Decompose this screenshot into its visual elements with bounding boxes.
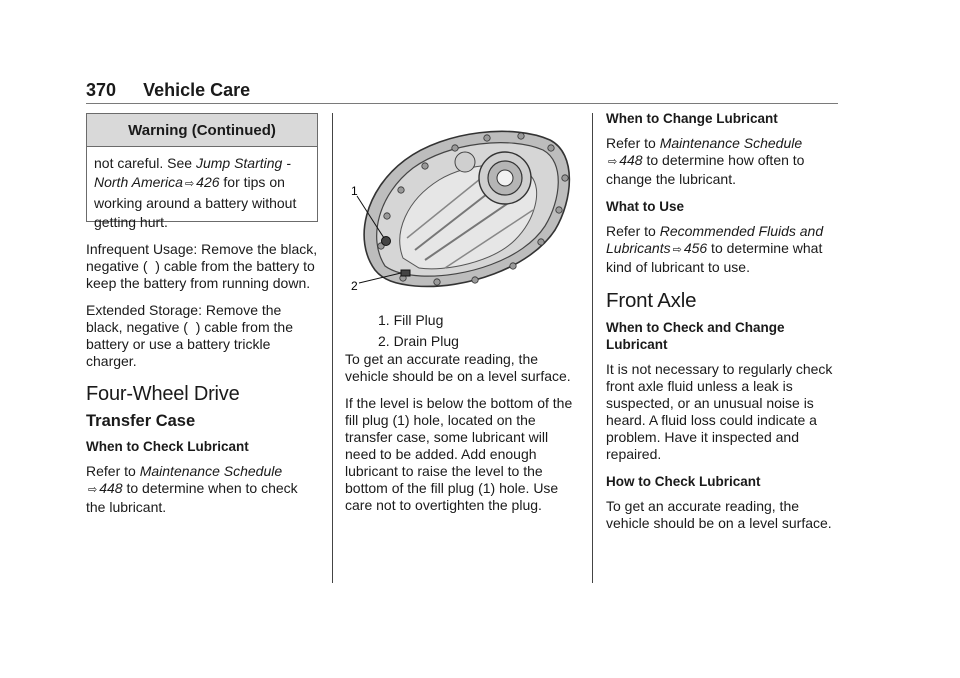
warning-ref-title-1: Jump Starting - [195,155,291,171]
recommended-fluids-ref: Recommended Fluids and Lubricants [606,223,824,256]
warning-title: Warning (Continued) [87,114,317,147]
refer-text: Refer to [606,223,660,239]
what-to-use-heading: What to Use [606,199,685,214]
column-divider-left [332,113,333,583]
maintenance-schedule-ref: Maintenance Schedule [659,135,803,151]
change-lubricant-paragraph [606,135,842,188]
fill-plug-paragraph: If the level is below the bottom of the fill plug (1) hole, located on the transfer case, some lubricant will need to be added. Add enough lubricant to raise the level to the bottom of the fill plug (1) hole. Use care not to overtighten the plug. [345,395,573,513]
page-reference-arrow-icon: ⇨ [184,178,195,190]
warning-body [87,147,317,232]
refer-text: Refer to [86,463,140,479]
accurate-reading-paragraph: To get an accurate reading, the vehicle should be on a level surface. [345,351,571,384]
extended-storage-paragraph: Extended Storage: Remove the black, negative ( ) cable from the battery or use a battery trickle charger. [86,302,293,369]
warning-text-post: for tips on [219,174,285,190]
warning-ref-page: 426 [196,174,220,190]
legend-item-drain-plug: 2. Drain Plug [378,333,459,349]
what-text-post: to determine what kind of lubricant to use. [606,240,823,275]
maintenance-schedule-ref: Maintenance Schedule [139,463,283,479]
transfer-case-heading: Transfer Case [86,412,196,430]
warning-line-4: getting hurt. [94,214,168,230]
front-axle-check-paragraph: It is not necessary to regularly check front axle fluid unless a leak is suspected, or an unusual noise is heard. A fluid loss could indicate a problem. Have it inspected and repaired. [606,361,833,462]
warning-line-2 [94,173,311,194]
when-to-check-heading: When to Check Lubricant [86,439,249,454]
front-axle-heading: Front Axle [606,289,697,312]
header-rule [86,103,838,104]
fluids-page-ref: 456 [683,240,708,256]
infrequent-usage-paragraph: Infrequent Usage: Remove the black, negative ( ) cable from the battery to keep the battery from running down. [86,241,318,291]
how-to-check-heading: How to Check Lubricant [606,474,761,489]
page-number: 370 [86,80,117,100]
transfer-case-drawing [345,120,580,298]
column-3 [606,110,842,542]
page-reference-arrow-icon: ⇨ [672,244,682,256]
transfer-case-illustration [345,120,580,298]
column-1 [86,241,318,526]
figure-legend [378,312,459,354]
warning-line-1 [94,154,311,173]
four-wheel-drive-heading: Four-Wheel Drive [86,383,240,405]
warning-box [86,113,318,230]
refer-text-post: to determine when to check the lubricant. [86,480,298,515]
page-header [86,80,250,101]
page-reference-arrow-icon: ⇨ [88,484,98,496]
column-2 [345,351,577,524]
warning-ref-title-2: North America [94,174,183,190]
what-to-use-paragraph [606,223,842,276]
page-reference-arrow-icon: ⇨ [608,156,618,168]
column-divider-right [592,113,593,583]
callout-2: 2 [351,279,358,293]
warning-text: not careful. See [94,155,196,171]
when-to-change-heading: When to Change Lubricant [606,111,778,126]
how-to-check-paragraph: To get an accurate reading, the vehicle should be on a level surface. [606,498,832,531]
legend-item-fill-plug: 1. Fill Plug [378,312,444,328]
callout-1: 1 [351,184,358,198]
section-title: Vehicle Care [143,80,251,100]
maintenance-page-ref: 448 [619,152,643,168]
warning-line-3: working around a battery without [94,195,297,211]
maintenance-page-ref: 448 [99,480,123,496]
refer-text: Refer to [606,135,660,151]
change-text-post: to determine how often to change the lubricant. [606,152,805,187]
when-to-check-and-change-heading: When to Check and Change Lubricant [606,320,785,352]
refer-maintenance-paragraph [86,463,318,516]
